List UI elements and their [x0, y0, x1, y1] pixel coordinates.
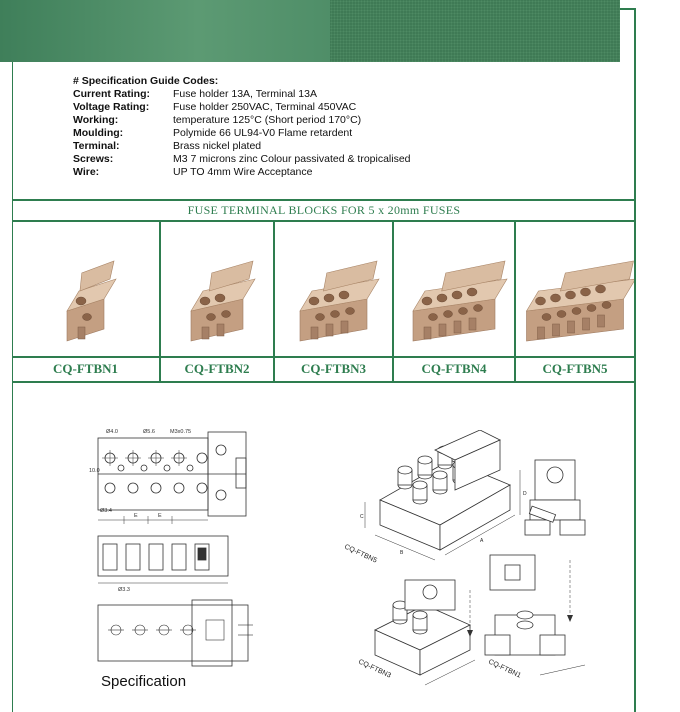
product-card-ftbn2[interactable]	[161, 221, 275, 381]
fuse-block-2-pole-image	[161, 221, 273, 356]
product-image-cell	[161, 221, 273, 358]
dim-label: Ø5.6	[143, 429, 155, 435]
fuse-block-shape	[67, 261, 116, 341]
fuse-block-shape	[413, 261, 507, 341]
product-card-ftbn1[interactable]	[12, 221, 161, 381]
spec-value: Brass nickel plated	[173, 140, 262, 152]
orthographic-drawing	[88, 420, 258, 675]
spec-value: M3 7 microns zinc Colour passivated & tropicalised	[173, 153, 411, 165]
fuse-block-3-pole-image	[275, 221, 392, 356]
dim-label: A	[480, 538, 484, 544]
specification-heading: # Specification Guide Codes:	[73, 75, 219, 87]
spec-row-terminal	[73, 140, 411, 153]
spec-row-current	[73, 88, 411, 101]
dim-label: E	[134, 513, 138, 519]
spec-label: Voltage Rating:	[73, 101, 150, 113]
spec-value: Fuse holder 13A, Terminal 13A	[173, 88, 317, 100]
product-card-ftbn5[interactable]	[516, 221, 636, 381]
header-banner-right	[330, 0, 620, 62]
fuse-block-shape	[191, 261, 255, 341]
product-grid	[12, 221, 636, 381]
spec-label: Terminal:	[73, 140, 120, 152]
spec-value: Polymide 66 UL94-V0 Flame retardent	[173, 127, 353, 139]
dim-label: Ø3.4	[100, 508, 112, 514]
dim-label: Ø3.3	[118, 587, 130, 593]
iso-label-ftbn1: CQ-FTBN1	[487, 658, 522, 680]
spec-label: Working:	[73, 114, 119, 126]
product-image-cell	[394, 221, 514, 358]
spec-row-moulding	[73, 127, 411, 140]
section-title: FUSE TERMINAL BLOCKS FOR 5 x 20mm FUSES	[187, 203, 461, 217]
dim-label: M3x0.75	[170, 429, 192, 435]
product-code-label: CQ-FTBN2	[184, 361, 250, 376]
dim-label: B	[400, 550, 404, 556]
spec-value: UP TO 4mm Wire Acceptance	[173, 166, 313, 178]
dim-label: C	[360, 514, 364, 520]
product-code-label: CQ-FTBN4	[421, 361, 487, 376]
divider-line	[12, 381, 636, 383]
spec-row-voltage	[73, 101, 411, 114]
spec-label: Moulding:	[73, 127, 124, 139]
product-card-ftbn3[interactable]	[275, 221, 394, 381]
fuse-block-1-pole-image	[12, 221, 159, 356]
product-code-label: CQ-FTBN3	[301, 361, 366, 376]
dim-label: 10.0	[89, 468, 100, 474]
dim-label: E	[158, 513, 162, 519]
specification-guide	[73, 75, 411, 179]
spec-label: Current Rating:	[73, 88, 150, 100]
dim-label: Ø4.0	[106, 429, 118, 435]
spec-label: Screws:	[73, 153, 114, 165]
frame-line-left	[12, 62, 13, 712]
specification-caption: Specification	[101, 673, 187, 690]
spec-value: temperature 125°C (Short period 170°C)	[173, 114, 362, 126]
product-code-label: CQ-FTBN5	[542, 361, 608, 376]
product-image-cell	[275, 221, 392, 358]
fuse-block-5-pole-image	[516, 221, 634, 356]
header-banner-left	[0, 0, 330, 62]
iso-label-ftbn5: CQ-FTBN5	[343, 543, 378, 565]
fuse-block-4-pole-image	[394, 221, 514, 356]
product-image-cell	[12, 221, 159, 358]
product-card-ftbn4[interactable]	[394, 221, 516, 381]
isometric-drawings	[330, 430, 630, 705]
dim-label: D	[523, 491, 527, 497]
spec-value: Fuse holder 250VAC, Terminal 450VAC	[173, 101, 357, 113]
spec-row-working	[73, 114, 411, 127]
spec-row-screws	[73, 153, 411, 166]
iso-label-ftbn3: CQ-FTBN3	[357, 658, 392, 680]
spec-label: Wire:	[73, 166, 100, 178]
fuse-block-shape	[300, 261, 379, 341]
fuse-block-shape	[527, 261, 635, 341]
product-code-label: CQ-FTBN1	[53, 361, 118, 376]
spec-row-wire	[73, 166, 411, 179]
product-image-cell	[516, 221, 634, 358]
